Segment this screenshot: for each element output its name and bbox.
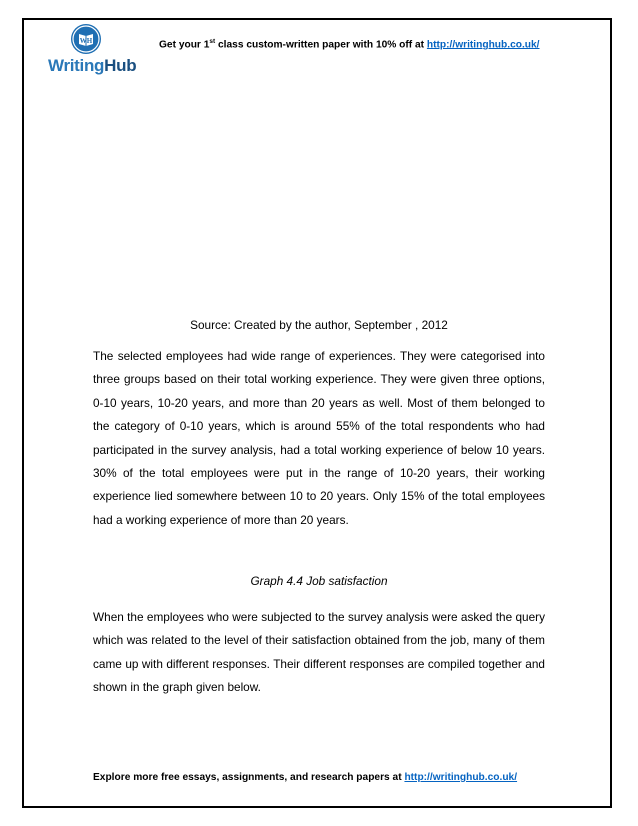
svg-text:WH: WH bbox=[79, 37, 93, 45]
footer-link[interactable]: http://writinghub.co.uk/ bbox=[404, 772, 518, 783]
graph-caption: Graph 4.4 Job satisfaction bbox=[250, 574, 388, 588]
logo-brand-b: Hub bbox=[104, 56, 137, 75]
paragraph-job-satisfaction: When the employees who were subjected to the survey analysis were asked the query which was related to the level of their satisfaction obtained from the job, many of them came up with different responses. Their different responses are compiled together and shown in the graph given below. bbox=[93, 610, 545, 695]
header-note-mid: class custom-written paper with 10% off at bbox=[215, 39, 427, 51]
paragraph-experience: The selected employees had wide range of experiences. They were categorised into three groups based on their total working experience. They were given three options, 0-10 years, 10-20 years, and more than 20 years as well. Most of them belonged to the category of 0-10 years, which is around 55% of the total respondents who had participated in the survey analysis, had a total working experience of below 10 years. 30% of the total employees were put in the range of 10-20 years, their working experience lied somewhere between 10 to 20 years. Only 15% of the total employees had a working experience of more than 20 years. bbox=[93, 349, 545, 527]
header-promo-note bbox=[159, 38, 540, 50]
footer-note-text: Explore more free essays, assignments, and research papers at bbox=[93, 772, 405, 783]
book-icon bbox=[71, 24, 101, 54]
logo-text bbox=[48, 56, 136, 76]
footer-note bbox=[93, 772, 517, 783]
logo-brand-a: Writing bbox=[48, 56, 105, 75]
header-note-pre: Get your 1 bbox=[159, 39, 210, 51]
figure-source: Source: Created by the author, September , 2012 bbox=[190, 318, 448, 332]
header-link[interactable]: http://writinghub.co.uk/ bbox=[426, 39, 540, 51]
writinghub-logo[interactable] bbox=[48, 24, 137, 75]
header-note-sup: st bbox=[209, 38, 216, 45]
